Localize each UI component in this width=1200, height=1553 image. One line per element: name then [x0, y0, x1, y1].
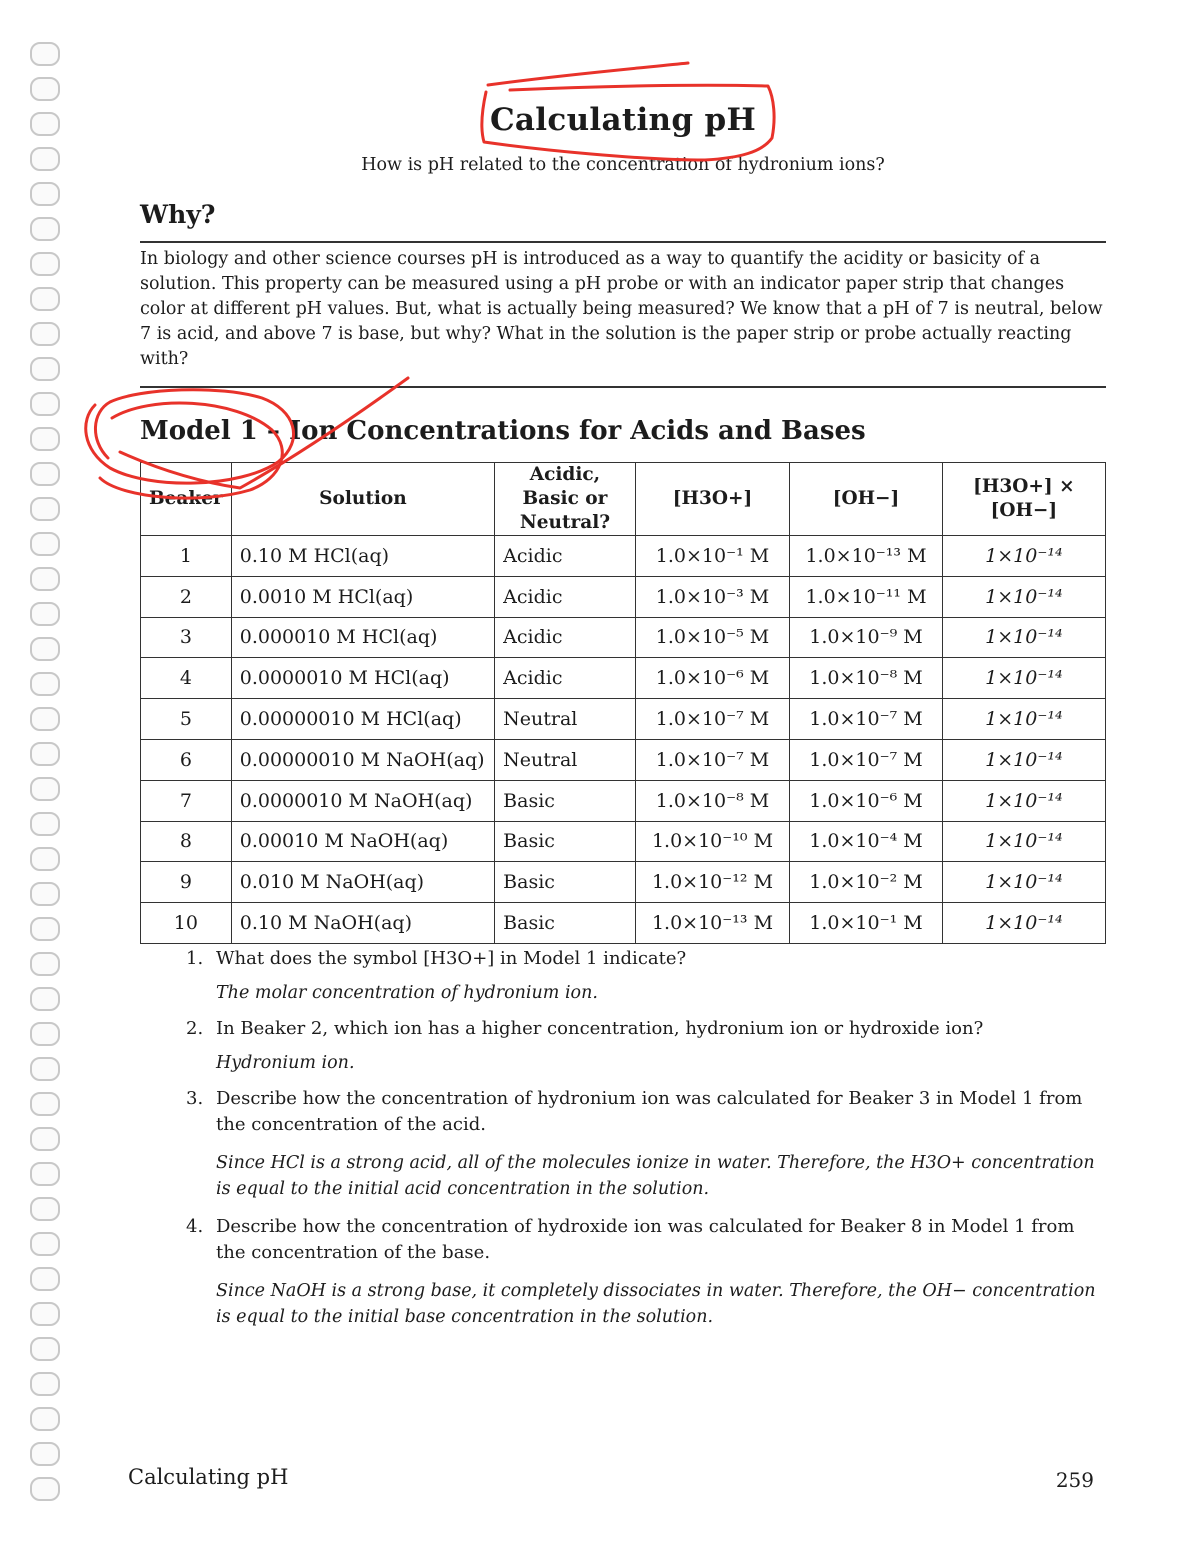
solution-cell: 0.010 M NaOH(aq) [231, 862, 494, 903]
hydronium-cell: 1.0×10⁻⁶ M [635, 658, 790, 699]
solution-cell: 0.000010 M HCl(aq) [231, 617, 494, 658]
header-classification: Acidic, Basic or Neutral? [495, 463, 636, 536]
classification-cell: Acidic [495, 536, 636, 577]
hydroxide-cell: 1.0×10⁻² M [790, 862, 943, 903]
classification-cell: Acidic [495, 658, 636, 699]
header-beaker: Beaker [141, 463, 232, 536]
answer-3: Since HCl is a strong acid, all of the molecules ionize in water. Therefore, the H3O+ concentration is equal to the initial acid concentration in the solution. [216, 1153, 1095, 1199]
question-list [186, 946, 1106, 1330]
classification-cell: Neutral [495, 739, 636, 780]
classification-cell: Neutral [495, 699, 636, 740]
solution-cell: 0.00000010 M HCl(aq) [231, 699, 494, 740]
beaker-cell: 9 [141, 862, 232, 903]
page-subtitle: How is pH related to the concentration of hydronium ions? [361, 155, 885, 175]
hydroxide-cell: 1.0×10⁻⁷ M [790, 739, 943, 780]
hydroxide-cell: 1.0×10⁻⁸ M [790, 658, 943, 699]
hydronium-cell: 1.0×10⁻¹³ M [635, 903, 790, 944]
beaker-cell: 8 [141, 821, 232, 862]
table-row [141, 780, 1106, 821]
hydroxide-cell: 1.0×10⁻¹¹ M [790, 576, 943, 617]
classification-cell: Basic [495, 821, 636, 862]
hydroxide-cell: 1.0×10⁻¹ M [790, 903, 943, 944]
table-header-row [141, 463, 1106, 536]
table-row [141, 739, 1106, 780]
model-heading: Model 1 – Ion Concentrations for Acids and Bases [140, 416, 866, 446]
hydroxide-cell: 1.0×10⁻⁶ M [790, 780, 943, 821]
product-cell: 1×10⁻¹⁴ [942, 536, 1105, 577]
beaker-cell: 3 [141, 617, 232, 658]
question-text: Describe how the concentration of hydroxide ion was calculated for Beaker 8 in Model 1 from the concentration of the base. [216, 1216, 1075, 1263]
table-row [141, 536, 1106, 577]
page-number: 259 [1055, 1468, 1094, 1492]
table-row [141, 658, 1106, 699]
beaker-cell: 10 [141, 903, 232, 944]
hydronium-cell: 1.0×10⁻⁵ M [635, 617, 790, 658]
divider [140, 386, 1106, 388]
footer-title: Calculating pH [128, 1465, 289, 1489]
binder-holes [30, 40, 66, 1520]
hydroxide-cell: 1.0×10⁻⁷ M [790, 699, 943, 740]
question-number: 2. [186, 1018, 204, 1039]
page-title: Calculating pH [489, 102, 757, 138]
product-cell: 1×10⁻¹⁴ [942, 739, 1105, 780]
solution-cell: 0.0000010 M NaOH(aq) [231, 780, 494, 821]
header-hydronium: [H3O+] [635, 463, 790, 536]
solution-cell: 0.10 M HCl(aq) [231, 536, 494, 577]
classification-cell: Basic [495, 903, 636, 944]
question-number: 1. [186, 948, 204, 969]
hydronium-cell: 1.0×10⁻⁷ M [635, 739, 790, 780]
solution-cell: 0.00010 M NaOH(aq) [231, 821, 494, 862]
solution-cell: 0.0000010 M HCl(aq) [231, 658, 494, 699]
classification-cell: Basic [495, 780, 636, 821]
answer-1: The molar concentration of hydronium ion. [216, 983, 598, 1003]
product-cell: 1×10⁻¹⁴ [942, 617, 1105, 658]
solution-cell: 0.0010 M HCl(aq) [231, 576, 494, 617]
hydronium-cell: 1.0×10⁻¹² M [635, 862, 790, 903]
question-text: What does the symbol [H3O+] in Model 1 indicate? [216, 948, 687, 969]
solution-cell: 0.10 M NaOH(aq) [231, 903, 494, 944]
beaker-cell: 7 [141, 780, 232, 821]
hydronium-cell: 1.0×10⁻³ M [635, 576, 790, 617]
question-text: Describe how the concentration of hydronium ion was calculated for Beaker 3 in Model 1 from the concentration of the acid. [216, 1088, 1083, 1135]
hydronium-cell: 1.0×10⁻⁷ M [635, 699, 790, 740]
table-row [141, 617, 1106, 658]
header-hydroxide: [OH−] [790, 463, 943, 536]
beaker-cell: 5 [141, 699, 232, 740]
product-cell: 1×10⁻¹⁴ [942, 780, 1105, 821]
answer-2: Hydronium ion. [216, 1053, 355, 1073]
table-row [141, 821, 1106, 862]
divider [140, 241, 1106, 243]
table-row [141, 576, 1106, 617]
product-cell: 1×10⁻¹⁴ [942, 862, 1105, 903]
question-number: 3. [186, 1088, 204, 1109]
question-text: In Beaker 2, which ion has a higher concentration, hydronium ion or hydroxide ion? [216, 1018, 984, 1039]
question-number: 4. [186, 1216, 204, 1237]
product-cell: 1×10⁻¹⁴ [942, 658, 1105, 699]
question-2 [186, 1016, 1106, 1042]
question-3 [186, 1086, 1106, 1138]
hydronium-cell: 1.0×10⁻¹⁰ M [635, 821, 790, 862]
product-cell: 1×10⁻¹⁴ [942, 699, 1105, 740]
header-product: [H3O+] × [OH−] [942, 463, 1105, 536]
header-solution: Solution [231, 463, 494, 536]
worksheet-page [128, 0, 1106, 1553]
answer-4: Since NaOH is a strong base, it completely dissociates in water. Therefore, the OH− concentration is equal to the initial base concentration in the solution. [216, 1281, 1096, 1327]
why-heading: Why? [140, 200, 216, 229]
classification-cell: Acidic [495, 576, 636, 617]
hydroxide-cell: 1.0×10⁻⁴ M [790, 821, 943, 862]
hydronium-cell: 1.0×10⁻¹ M [635, 536, 790, 577]
hydroxide-cell: 1.0×10⁻¹³ M [790, 536, 943, 577]
table-row [141, 862, 1106, 903]
hydroxide-cell: 1.0×10⁻⁹ M [790, 617, 943, 658]
product-cell: 1×10⁻¹⁴ [942, 576, 1105, 617]
classification-cell: Acidic [495, 617, 636, 658]
beaker-cell: 2 [141, 576, 232, 617]
solution-cell: 0.00000010 M NaOH(aq) [231, 739, 494, 780]
table-row [141, 903, 1106, 944]
ion-concentration-table [140, 462, 1106, 944]
hydronium-cell: 1.0×10⁻⁸ M [635, 780, 790, 821]
product-cell: 1×10⁻¹⁴ [942, 821, 1105, 862]
beaker-cell: 4 [141, 658, 232, 699]
product-cell: 1×10⁻¹⁴ [942, 903, 1105, 944]
table-row [141, 699, 1106, 740]
question-1 [186, 946, 1106, 972]
beaker-cell: 6 [141, 739, 232, 780]
why-paragraph: In biology and other science courses pH is introduced as a way to quantify the acidity or basicity of a solution. This property can be measured using a pH probe or with an indicator paper strip that changes color at different pH values. But, what is actually being measured? We know that a pH of 7 is neutral, below 7 is acid, and above 7 is base, but why? What in the solution is the paper strip or probe actually reacting with? [140, 249, 1103, 369]
classification-cell: Basic [495, 862, 636, 903]
beaker-cell: 1 [141, 536, 232, 577]
question-4 [186, 1214, 1106, 1266]
